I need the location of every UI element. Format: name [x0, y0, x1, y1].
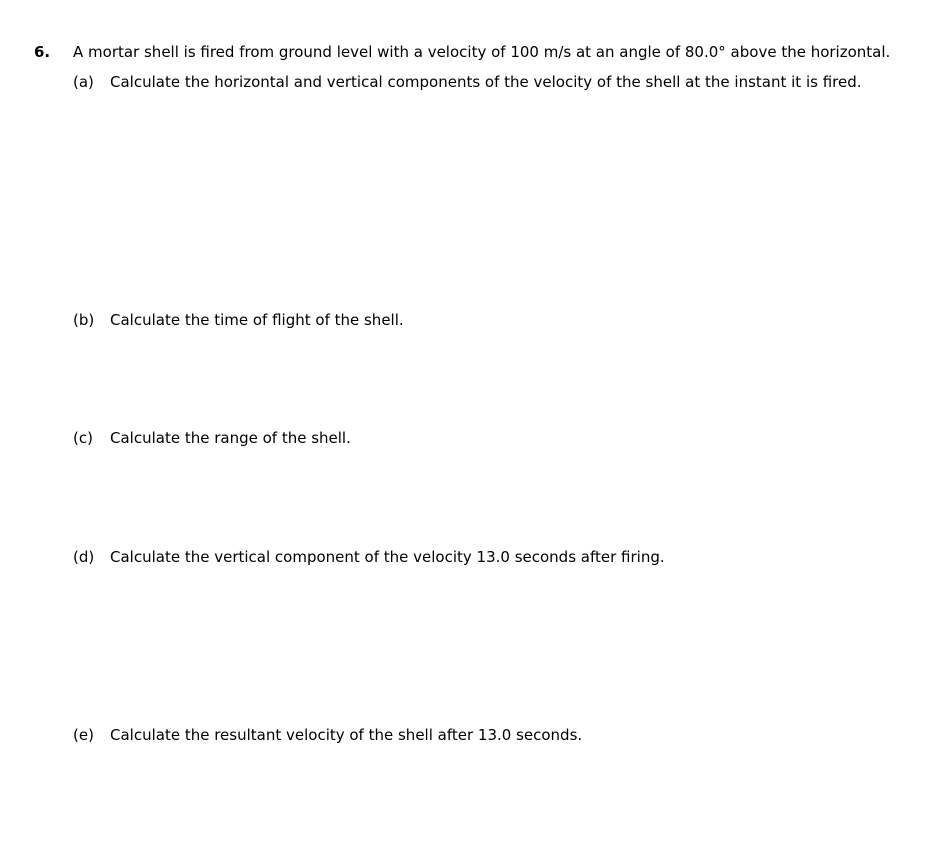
part-c-text: Calculate the range of the shell.: [110, 429, 351, 447]
part-b-text: Calculate the time of flight of the shell.: [110, 311, 404, 329]
question-number: 6.: [34, 43, 51, 61]
question-part-d: [73, 547, 913, 567]
part-e-letter: (e): [73, 726, 94, 744]
question-part-a: [73, 72, 913, 92]
question-stem: A mortar shell is fired from ground level with a velocity of 100 m/s at an angle of 80.0° above the horizontal.: [73, 43, 891, 61]
question-part-c: [73, 428, 913, 448]
part-d-letter: (d): [73, 548, 95, 566]
part-c-letter: (c): [73, 429, 93, 447]
question-part-b: [73, 310, 913, 330]
part-b-letter: (b): [73, 311, 95, 329]
part-e-text: Calculate the resultant velocity of the shell after 13.0 seconds.: [110, 726, 583, 744]
question-part-e: [73, 725, 913, 745]
part-a-text: Calculate the horizontal and vertical components of the velocity of the shell at the instant it is fired.: [110, 73, 862, 91]
part-d-text: Calculate the vertical component of the velocity 13.0 seconds after firing.: [110, 548, 665, 566]
part-a-letter: (a): [73, 73, 94, 91]
